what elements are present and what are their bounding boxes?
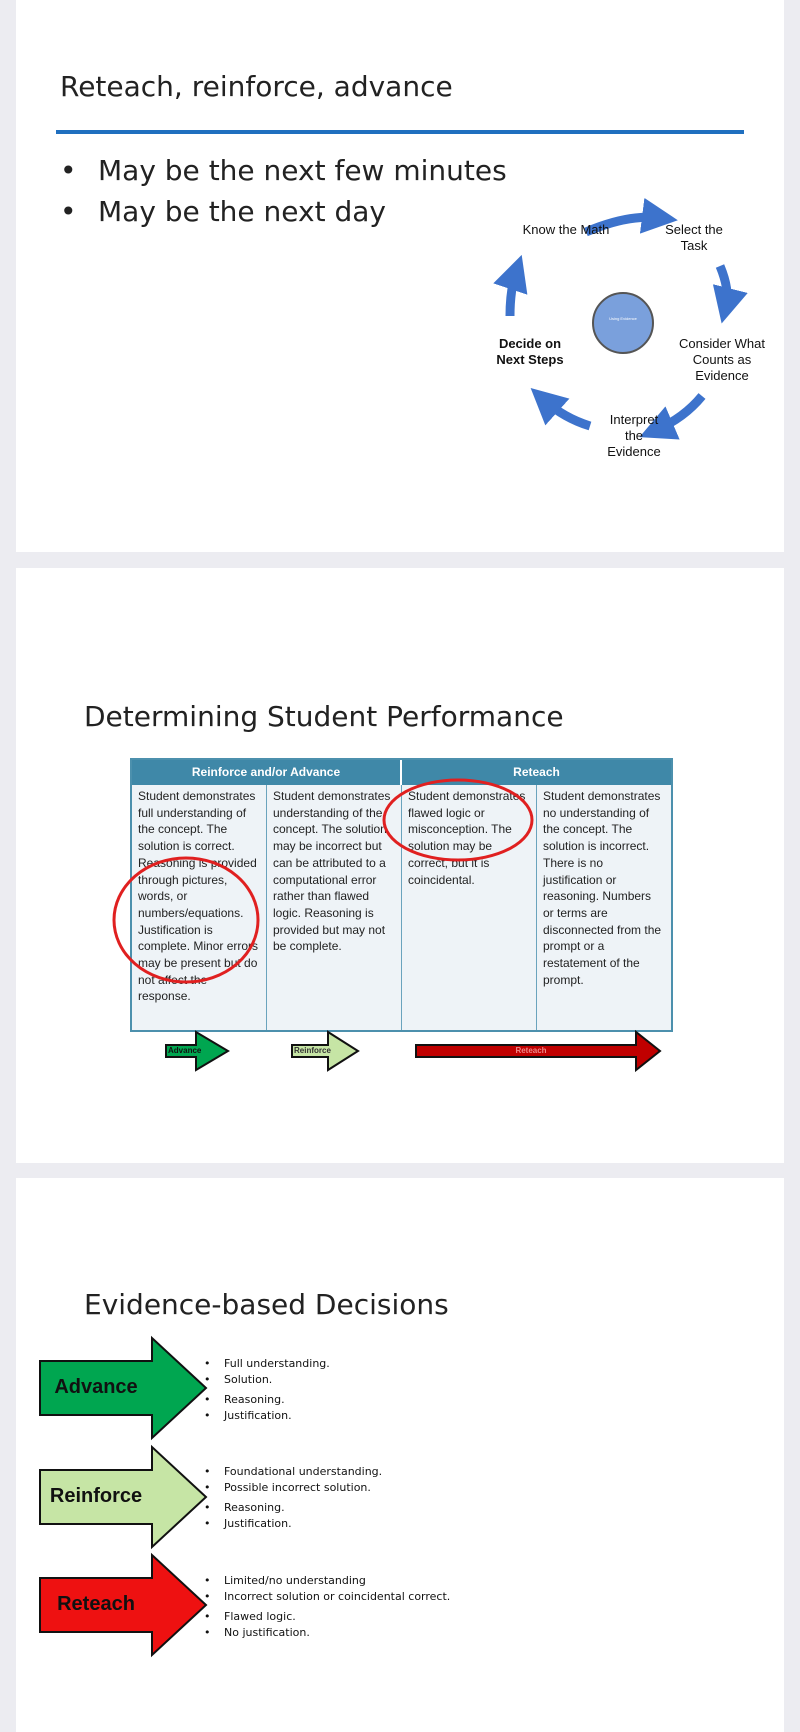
cycle-arrow [544, 400, 590, 426]
cycle-diagram [16, 0, 784, 552]
cycle-arrow [720, 266, 727, 306]
slide-3 [16, 1178, 784, 1732]
cycle-arrow [510, 272, 516, 316]
cycle-step-interpret: Interpret the Evidence [607, 412, 661, 459]
list-item: • Foundational understanding. [204, 1464, 382, 1480]
reinforce-label: Reinforce [49, 1485, 143, 1507]
list-item: • Full understanding. [204, 1356, 330, 1372]
list-item: • Justification. [204, 1408, 330, 1424]
table-cell-reinforce: Student demonstrates understanding of the concept. The solution may be incorrect but can be attributed to a computational error rather than flawed logic. Reasoning is provided but may not be complete. [267, 785, 402, 1030]
reteach-label: Reteach [57, 1593, 135, 1615]
slide-title: Determining Student Performance [84, 700, 564, 733]
reteach-arrow-label: Reteach [515, 1046, 547, 1055]
list-item: • Possible incorrect solution. [204, 1480, 382, 1496]
advance-evidence-list [204, 1356, 330, 1424]
advance-arrow-label: Advance [168, 1046, 202, 1055]
slide-2 [16, 568, 784, 1163]
list-item: • Flawed logic. [204, 1609, 450, 1625]
reinforce-arrow-label: Reinforce [294, 1046, 331, 1055]
table-cell-reteach-none: Student demonstrates no understanding of the concept. The solution is incorrect. There is no justification or reasoning. Numbers or terms are disconnected from the prompt or a restatement of the prompt. [543, 789, 662, 987]
advance-label: Advance [54, 1376, 138, 1398]
slide-1 [16, 0, 784, 552]
table-header-reteach: Reteach [402, 760, 671, 785]
cycle-step-consider-evidence: Consider What Counts as Evidence [679, 336, 765, 383]
highlight-circle [114, 858, 258, 982]
slide-title: Reteach, reinforce, advance [60, 70, 453, 103]
bullet-item: • May be the next day [60, 191, 507, 232]
list-item: • Reasoning. [204, 1392, 330, 1408]
list-item: • No justification. [204, 1625, 450, 1641]
decision-arrows [16, 1178, 784, 1732]
list-item: • Limited/no understanding [204, 1573, 450, 1589]
list-item: • Solution. [204, 1372, 330, 1388]
list-item: • Incorrect solution or coincidental correct. [204, 1589, 450, 1605]
slide-title: Evidence-based Decisions [84, 1288, 449, 1321]
table-cell-advance: Student demonstrates full understanding of the concept. The solution is correct. Reasoning is provided through pictures, words, or numbers/equations. Justification is complete. Minor errors may be present but do not affect the response. [132, 785, 267, 1030]
list-item: • Justification. [204, 1516, 382, 1532]
table-header-reinforce-advance: Reinforce and/or Advance [132, 760, 402, 785]
cycle-step-decide: Decide on Next Steps [496, 336, 564, 367]
center-label: Using Evidence [609, 316, 637, 321]
annotation-layer [16, 568, 784, 1163]
list-item: • Reasoning. [204, 1500, 382, 1516]
cycle-step-select-task: Select the Task [665, 222, 723, 253]
cycle-step-know-math: Know the Math [522, 222, 610, 237]
center-circle [592, 292, 654, 354]
bullet-item: • May be the next few minutes [60, 150, 507, 191]
reteach-evidence-list [204, 1573, 450, 1641]
reinforce-evidence-list [204, 1464, 382, 1532]
highlight-circle [384, 780, 532, 860]
table-cell-reteach-flawed: Student demonstrates flawed logic or misconception. The solution may be correct, but it is coincidental. [402, 785, 537, 1030]
